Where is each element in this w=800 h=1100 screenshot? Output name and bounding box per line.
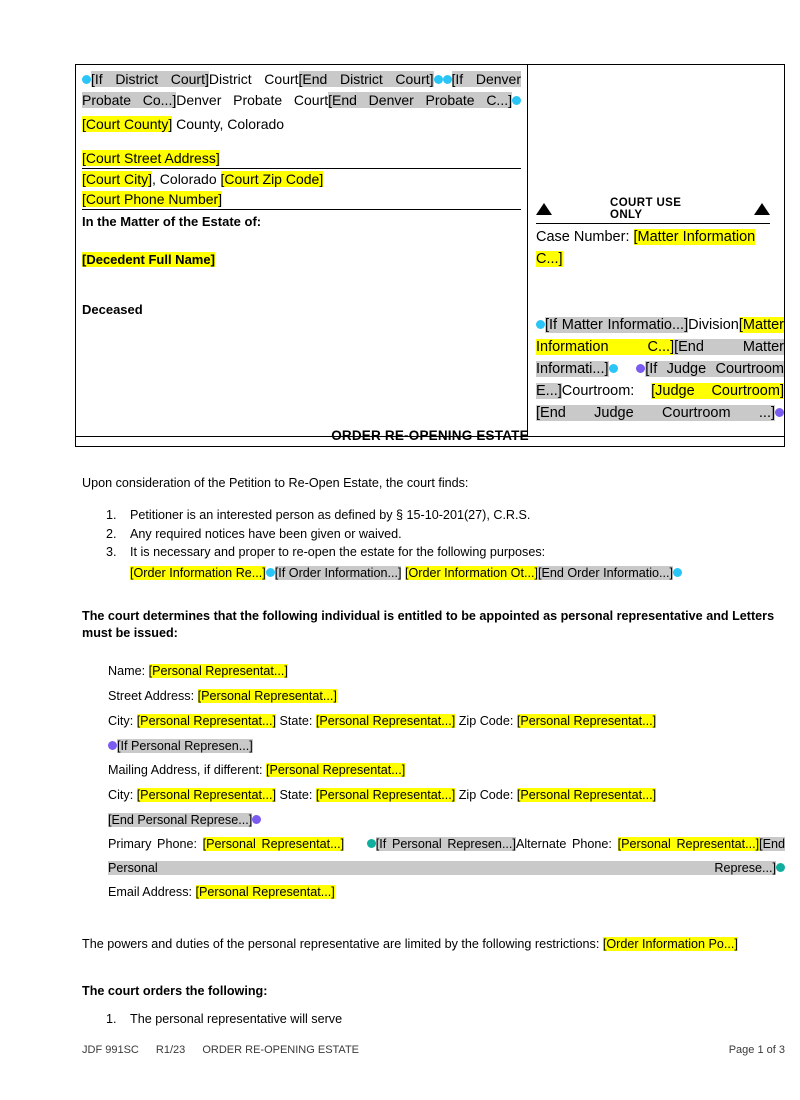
bookmark-dot-icon [536,320,545,329]
token-if-personal-represen: [If Personal Represen...] [117,738,253,753]
list-item [120,543,785,582]
zip-label: Zip Code: [455,713,517,728]
email-label: Email Address: [108,884,196,899]
bookmark-dot-icon [434,75,443,84]
token-end-district-court: [End District Court] [298,71,434,87]
token-denver-probate-court: Denver Probate Court [176,92,329,108]
bookmark-dot-icon [367,839,376,848]
division-courtroom-block [536,270,784,424]
mailing-label: Mailing Address, if different: [108,762,266,777]
token-alternate-phone-value: [Personal Representat...] [617,836,760,851]
token-judge-courtroom: [Judge Courtroom] [651,383,784,399]
list-item: 1. Petitioner is an interested person as defined by § 15-10-201(27), C.R.S. [120,506,785,525]
personal-representative-fields [82,659,785,905]
division-label: Division [688,317,739,333]
token-end-order-informatio: [End Order Informatio...] [537,565,674,580]
street-label: Street Address: [108,688,198,703]
determination-paragraph: The court determines that the following individual is entitled to be appointed as personal representative and Letters must be issued: [82,608,775,640]
token-zip2-value: [Personal Representat...] [516,787,657,802]
footer-page-number: Page 1 of 3 [728,1044,785,1056]
token-court-zip-code: [Court Zip Code] [220,171,324,187]
token-court-county: [Court County] [82,116,173,132]
token-end-judge-courtroom: [End Judge Courtroom ...] [536,405,775,421]
court-street-address-line [82,134,521,169]
purposes-token-line [130,564,785,582]
powers-paragraph [82,935,785,954]
name-label: Name: [108,663,149,678]
courtroom-label: Courtroom: [561,383,652,399]
token-state-value: [Personal Representat...] [315,713,456,728]
case-number-label: Case Number: [536,229,634,245]
state2-label: State: [276,787,316,802]
list-item: 2. Any required notices have been given or waived. [120,525,785,544]
token-city2-value: [Personal Representat...] [136,787,276,802]
field-end-personal-represe [108,808,785,832]
primary-phone-label: Primary Phone: [108,836,203,851]
caption-left-cell [76,65,528,436]
bookmark-dot-icon [108,741,117,750]
token-case-number-value: [Matter Information C...] [536,229,756,267]
field-name [108,659,785,684]
bookmark-dot-icon [512,96,521,105]
city-label: City: [108,713,137,728]
field-mailing-address [108,758,785,783]
bookmark-dot-icon [443,75,452,84]
field-email-address [108,880,785,905]
field-street-address [108,684,785,709]
token-end-matter-information: [End Matter Informati...] [536,339,785,377]
alternate-phone-label: Alternate Phone: [515,836,618,851]
token-if-order-information: [If Order Information...] [274,565,402,580]
token-district-court: District Court [208,71,299,87]
token-order-information-re: [Order Information Re...] [130,565,266,580]
court-name-line [82,69,521,111]
field-phones [108,832,785,880]
bookmark-dot-icon [776,863,785,872]
token-court-phone-number: [Court Phone Number] [82,191,223,207]
comma-colorado-text: , Colorado [152,171,221,187]
court-use-spacer [536,65,784,197]
court-city-zip-phone-block [82,169,521,210]
court-use-only-cell [528,65,784,436]
bookmark-dot-icon [775,408,784,417]
state-label: State: [276,713,316,728]
token-if-matter-information: [If Matter Informatio...] [545,317,689,333]
in-the-matter-label: In the Matter of the Estate of: [82,214,262,229]
orders-heading: The court orders the following: [82,983,268,998]
bookmark-dot-icon [252,815,261,824]
footer-form-id: JDF 991SC [82,1044,139,1056]
bookmark-dot-icon [266,568,275,577]
token-end-denver-probate: [End Denver Probate C...] [328,92,512,108]
county-colorado-text: County, Colorado [172,116,285,132]
triangle-up-icon [754,203,770,215]
token-state2-value: [Personal Representat...] [315,787,456,802]
footer-left [82,1044,373,1056]
footer-doc-title: ORDER RE-OPENING ESTATE [202,1044,360,1056]
bookmark-dot-icon [609,364,618,373]
deceased-label: Deceased [82,302,143,317]
findings-list [82,506,785,582]
triangle-up-icon [536,203,552,215]
token-decedent-full-name: [Decedent Full Name] [82,252,215,267]
case-number-line [536,224,784,270]
footer-revision: R1/23 [155,1044,186,1056]
intro-paragraph: Upon consideration of the Petition to Re-Open Estate, the court finds: [82,476,469,490]
field-city-state-zip [108,709,785,734]
token-matter-information-c: [Matter Information C...] [536,317,784,355]
token-mailing-value: [Personal Representat...] [265,762,406,777]
city2-label: City: [108,787,137,802]
token-court-street-address: [Court Street Address] [82,150,220,166]
document-title-bar [75,424,785,447]
court-city-zip-line [82,169,521,189]
token-if-judge-courtroom: [If Judge Courtroom E...] [536,361,784,399]
bookmark-dot-icon [636,364,645,373]
decedent-name-line [82,232,521,270]
bookmark-dot-icon [673,568,682,577]
field-if-personal-represen [108,734,785,758]
token-end-personal-represe: [End Personal Represe...] [108,812,253,827]
list-item: 1. The personal representative will serve [120,1010,785,1029]
court-phone-line [82,189,521,209]
token-zip-value: [Personal Representat...] [516,713,657,728]
token-end-personal-represe-2: [End Personal Represe...] [108,836,785,875]
token-court-city: [Court City] [82,171,153,187]
bookmark-dot-icon [82,75,91,84]
token-powers-value: [Order Information Po...] [602,936,738,951]
caption-table [75,64,785,437]
court-county-line [82,114,521,134]
list-item-text: It is necessary and proper to re-open the estate for the following purposes: [130,545,546,559]
token-order-information-ot: [Order Information Ot...] [404,565,538,580]
court-use-header [536,197,770,224]
field-mailing-city-state-zip [108,783,785,808]
token-name-value: [Personal Representat...] [148,663,288,678]
powers-text: The powers and duties of the personal representative are limited by the following restrictions: [82,936,603,951]
court-use-only-title: COURT USE ONLY [610,197,682,221]
zip2-label: Zip Code: [455,787,517,802]
token-primary-phone-value: [Personal Representat...] [202,836,345,851]
caption-row [76,65,784,436]
page-footer [82,1044,785,1056]
token-city-value: [Personal Representat...] [136,713,276,728]
token-if-district-court: [If District Court] [91,71,209,87]
token-street-value: [Personal Representat...] [197,688,337,703]
token-email-value: [Personal Representat...] [195,884,335,899]
token-if-personal-represen-2: [If Personal Represen...] [375,836,516,851]
document-body [82,470,785,1028]
page-title: ORDER RE-OPENING ESTATE [331,427,529,443]
orders-list [82,1010,785,1029]
token-if-denver-probate: [If Denver Probate Co...] [82,71,521,108]
